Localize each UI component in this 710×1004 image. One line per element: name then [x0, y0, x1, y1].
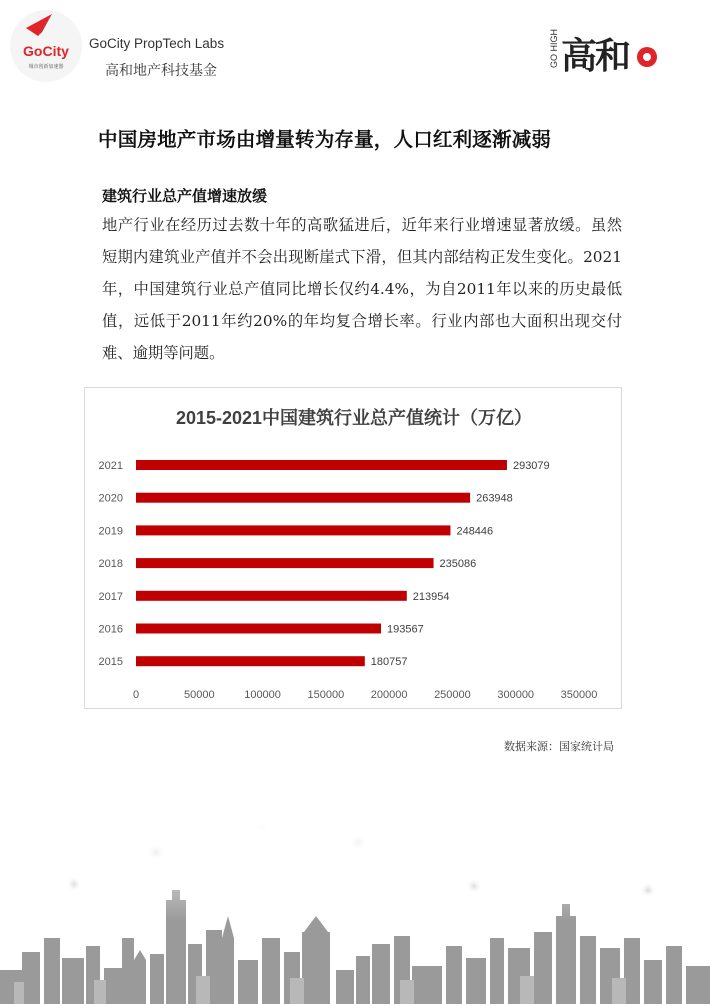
bar-chart	[84, 387, 622, 709]
bar	[136, 460, 507, 470]
x-tick-label: 300000	[497, 689, 535, 701]
gohigh-logo-vertical: GO HIGH	[549, 28, 559, 68]
bar	[136, 525, 450, 535]
gocity-logo-subtitle: 城市创新加速器	[28, 64, 64, 70]
category-label: 2015	[98, 656, 123, 669]
bar	[136, 591, 407, 601]
section-heading: 建筑行业总产值增速放缓	[102, 187, 268, 205]
page-header	[0, 0, 710, 100]
brand-name-cn: 高和地产科技基金	[105, 63, 217, 79]
brand-name-en: GoCity PropTech Labs	[89, 36, 225, 51]
x-tick-label: 50000	[183, 689, 215, 701]
data-source: 数据来源：国家统计局	[504, 740, 614, 753]
x-tick-label: 200000	[370, 689, 408, 701]
bar	[136, 558, 434, 568]
category-label: 2017	[98, 590, 123, 603]
category-label: 2019	[98, 525, 123, 538]
bar	[136, 493, 470, 503]
gohigh-logo	[545, 28, 665, 76]
value-label: 235086	[439, 558, 477, 571]
category-label: 2020	[98, 492, 123, 505]
x-tick-label: 150000	[307, 689, 345, 701]
category-label: 2021	[98, 460, 123, 472]
bar	[136, 624, 381, 634]
x-tick-label: 0	[132, 689, 140, 701]
value-label: 180757	[370, 656, 408, 669]
x-tick-label: 100000	[244, 689, 281, 701]
value-label: 193567	[387, 623, 424, 636]
value-label: 293079	[512, 460, 550, 472]
value-label: 263948	[476, 492, 513, 505]
chart-title: 2015-2021中国建筑行业总产值统计（万亿）	[175, 408, 533, 428]
gohigh-logo-text: 高和	[561, 36, 630, 76]
category-label: 2018	[98, 558, 123, 571]
city-skyline-illustration	[0, 820, 710, 1004]
value-label: 248446	[456, 525, 494, 538]
gocity-logo	[8, 6, 84, 84]
gocity-logo-text: GoCity	[23, 43, 69, 59]
section-body: 地产行业在经历过去数十年的高歌猛进后，近年来行业增速显著放缓。虽然短期内建筑业产值并不会出现断崖式下滑，但其内部结构正发生变化。2021年，中国建筑行业总产值同比增长仅约4.4%，为自2011年以来的历史最低值，远低于2011年约20%的年均复合增长率。行业内部也大面积出现交付难、逾期等问题。	[102, 216, 622, 362]
x-tick-label: 250000	[434, 689, 471, 701]
value-label: 213954	[412, 590, 450, 603]
category-label: 2016	[98, 623, 123, 636]
bar	[136, 656, 365, 666]
chart-canvas	[85, 388, 623, 710]
x-tick-label: 350000	[560, 689, 598, 701]
page-title: 中国房地产市场由增量转为存量，人口红利逐渐减弱	[98, 128, 552, 151]
